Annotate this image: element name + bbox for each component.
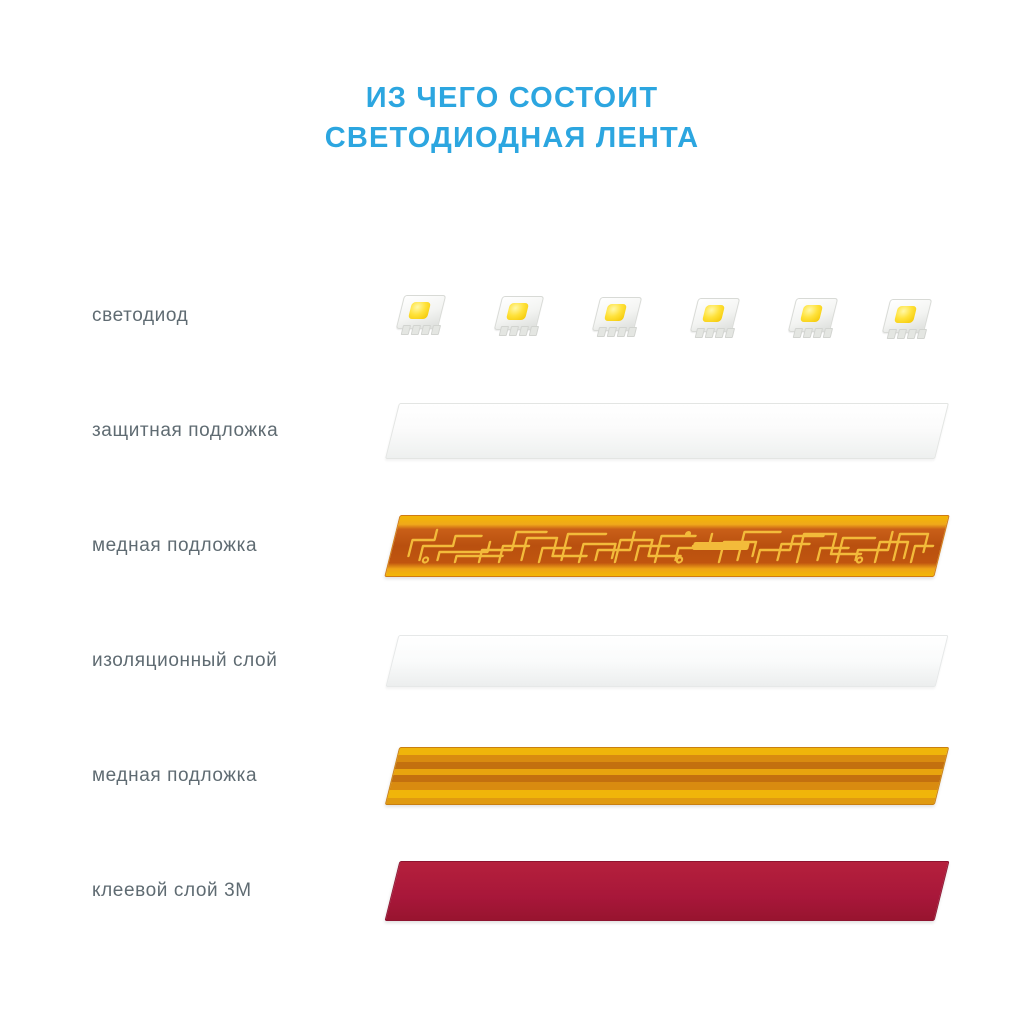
led-pins — [793, 328, 831, 337]
layer-art-led — [392, 270, 952, 362]
pcb-shape — [384, 515, 949, 577]
led-pins — [887, 329, 925, 338]
layer-label-led: светодиод — [92, 304, 189, 326]
protective-film-shape — [385, 403, 949, 459]
layer-label-adhesive: клеевой слой 3M — [92, 879, 252, 901]
adhesive-shape — [385, 861, 950, 921]
copper-base-shape — [385, 747, 949, 805]
led-icon — [496, 296, 540, 336]
layer-row-led — [0, 258, 1024, 373]
led-pins — [695, 328, 733, 337]
led-icon — [398, 295, 442, 335]
led-icon — [884, 299, 928, 339]
led-icon — [594, 297, 638, 337]
layer-row-insulation — [0, 603, 1024, 718]
page-title-line-2: СВЕТОДИОДНАЯ ЛЕНТА — [324, 122, 700, 154]
layer-row-adhesive — [0, 833, 1024, 948]
led-pins — [597, 327, 635, 336]
layer-label-insulation: изоляционный слой — [92, 649, 278, 671]
led-icon — [790, 298, 834, 338]
layer-art-protective — [392, 385, 952, 477]
led-icon — [692, 298, 736, 338]
page-title — [0, 78, 1024, 158]
layer-row-protective — [0, 373, 1024, 488]
layer-label-copper-base: медная подложка — [92, 764, 258, 786]
layer-art-insulation — [392, 615, 952, 707]
layer-art-copper-base — [392, 730, 952, 822]
pcb-traces-icon — [386, 516, 949, 576]
layer-label-copper-pcb: медная подложка — [92, 534, 258, 556]
led-strip — [392, 293, 952, 339]
layer-art-adhesive — [392, 845, 952, 937]
layer-row-copper-base — [0, 718, 1024, 833]
layer-list — [0, 258, 1024, 948]
layer-row-copper-pcb — [0, 488, 1024, 603]
layer-label-protective: защитная подложка — [92, 419, 279, 441]
page-title-line-1: ИЗ ЧЕГО СОСТОИТ — [365, 82, 659, 114]
insulation-shape — [386, 635, 949, 687]
led-pins — [499, 326, 537, 335]
led-pins — [401, 325, 439, 334]
layer-art-copper-pcb — [392, 500, 952, 592]
